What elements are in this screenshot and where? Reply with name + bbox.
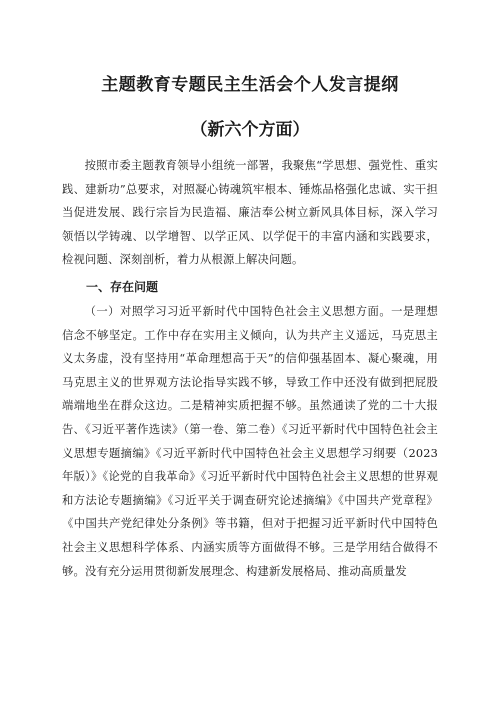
intro-paragraph: 按照市委主题教育领导小组统一部署，我聚焦“学思想、强党性、重实践、建新功”总要求，对照凝心铸魂筑牢根本、锤炼品格强化忠诚、实干担当促进发展、践行宗旨为民造福、廉洁奉公树立新风具体目标，深入学习领悟以学铸魂、以学增智、以学正风、以学促干的丰富内涵和实践要求，检视问题、深刻剖析，着力从根源上解决问题。 — [62, 159, 438, 267]
section-heading-problems: 一、存在问题 — [86, 279, 159, 294]
document-title: 主题教育专题民主生活会个人发言提纲 — [101, 75, 399, 95]
document-subtitle: （新六个方面） — [190, 120, 310, 140]
section-paragraph: （一）对照学习习近平新时代中国特色社会主义思想方面。一是理想信念不够坚定。工作中存在实用主义倾向，认为共产主义遥远，马克思主义太务虚，没有坚持用“革命理想高于天”的信仰强基固本、凝心聚魂，用马克思主义的世界观方法论指导实践不够，导致工作中还没有做到把屁股端端地坐在群众这边。二是精神实质把握不够。虽然通读了党的二十大报告、《习近平著作选读》（第一卷、第二卷）《习近平新时代中国特色社会主义思想专题摘编》《习近平新时代中国特色社会主义思想学习纲要（2023年版）》《论党的自我革命》《习近平新时代中国特色社会主义思想的世界观和方法论专题摘编》《习近平关于调查研究论述摘编》《中国共产党章程》《中国共产党纪律处分条例》等书籍，但对于把握习近平新时代中国特色社会主义思想科学体系、内涵实质等方面做得不够。三是学用结合做得不够。没有充分运用贯彻新发展理念、构建新发展格局、推动高质量发 — [62, 304, 438, 578]
